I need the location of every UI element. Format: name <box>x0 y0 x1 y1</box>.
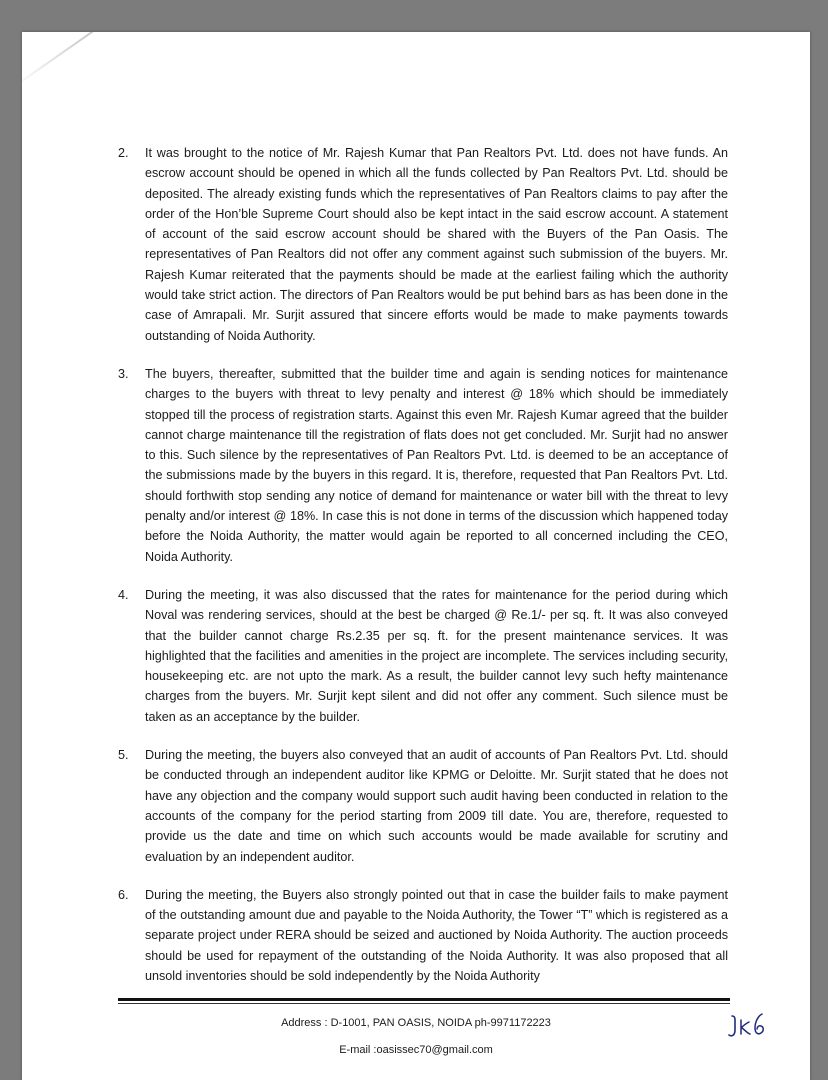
footer-address: Address : D-1001, PAN OASIS, NOIDA ph-9971172223 <box>281 1017 551 1029</box>
footer-rule <box>118 998 730 1001</box>
paragraph-text: During the meeting, the Buyers also strongly pointed out that in case the builder fails to make payment of the outstanding amount due and payable to the Noida Authority, the Tower “T” which is registered as a separate project under RERA should be seized and auctioned by Noida Authority. The auction proceeds should be used for repayment of the outstanding of the Noida Authority. It was also proposed that all unsold inventories should be sold independently by the Noida Authority <box>145 887 728 983</box>
paragraph-number: 6. <box>118 887 129 902</box>
paragraph-number: 4. <box>118 587 129 602</box>
handwritten-initials-signature <box>722 1008 782 1042</box>
paragraph-number: 2. <box>118 146 129 160</box>
paragraph-text: During the meeting, the buyers also conveyed that an audit of accounts of Pan Realtors Pvt. Ltd. should be conducted through an independent auditor like KPMG or Deloitte. Mr. Surjit stated that he does not have any objection and the company would support such audit having been conducted in relation to the accounts of the company for the period starting from 2009 till date. You are, therefore, requested to provide us the date and time on which such accounts would be made available for scrutiny and evaluation by an independent auditor. <box>145 748 728 864</box>
paragraph-2 <box>118 143 728 346</box>
footer-rule-thin <box>118 1003 730 1004</box>
paragraph-text: It was brought to the notice of Mr. Rajesh Kumar that Pan Realtors Pvt. Ltd. does not have funds. An escrow account should be opened in which all the funds collected by Pan Realtors Pvt. Ltd. should be deposited. The already existing funds which the representatives of Pan Realtors claims to pay after the order of the Hon’ble Supreme Court should also be kept intact in the said escrow account. A statement of account of the said escrow account should be shared with the Buyers of the Pan Oasis. The representatives of Pan Realtors did not offer any comment against such submission of the buyers. Mr. Rajesh Kumar reiterated that the payments should be made at the earliest failing which the authority would take strict action. The directors of Pan Realtors would be put behind bars as has been done in the case of Amrapali. Mr. Surjit assured that sincere efforts would be made to make payments towards outstanding of Noida Authority. <box>145 146 728 343</box>
paragraph-6 <box>118 885 728 986</box>
footer-email: E-mail :oasissec70@gmail.com <box>339 1044 493 1056</box>
document-page <box>22 32 810 1080</box>
paragraph-text: The buyers, thereafter, submitted that the builder time and again is sending notices for maintenance charges to the buyers with threat to levy penalty and interest @ 18% which should be immediately stopped till the process of registration starts. Against this even Mr. Rajesh Kumar agreed that the builder cannot charge maintenance till the registration of flats does not get concluded. Mr. Surjit had no answer to this. Such silence by the representatives of Pan Realtors Pvt. Ltd. is deemed to be an acceptance of the submissions made by the buyers in this regard. It is, therefore, requested that Pan Realtors Pvt. Ltd. should forthwith stop sending any notice of demand for maintenance or water bill with the threat to levy penalty and/or interest @ 18%. In case this is not done in terms of the discussion which happened today before the Noida Authority, the matter would again be reported to all concerned including the CEO, Noida Authority. <box>145 366 728 564</box>
paragraph-3 <box>118 364 728 567</box>
paragraph-5 <box>118 745 728 867</box>
paragraph-number: 3. <box>118 366 129 381</box>
paragraph-number: 5. <box>118 748 129 763</box>
paragraph-4 <box>118 585 728 727</box>
paragraph-text: During the meeting, it was also discussed that the rates for maintenance for the period during which Noval was rendering services, should at the best be charged @ Re.1/- per sq. ft. It was also conveyed that the builder cannot charge Rs.2.35 per sq. ft. for the present maintenance services. It was highlighted that the facilities and amenities in the project are incomplete. The services including security, housekeeping etc. are not upto the mark. As a result, the builder cannot levy such hefty maintenance charges from the buyers. Mr. Surjit kept silent and did not offer any comment. Such silence must be taken as an acceptance by the builder. <box>145 587 728 724</box>
paragraph-list <box>118 143 728 986</box>
page-fold-mark <box>22 32 132 102</box>
